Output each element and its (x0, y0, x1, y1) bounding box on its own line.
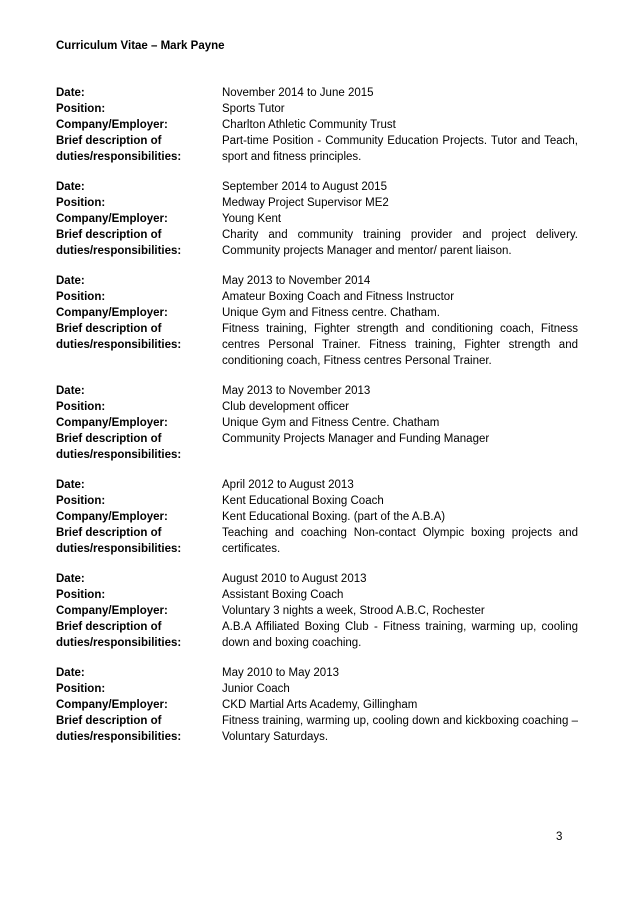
description-label-line2: duties/responsibilities: (56, 731, 182, 743)
description-label-line1: Brief description of (56, 715, 162, 727)
position-label: Position: (56, 103, 106, 115)
description-row (56, 431, 578, 463)
position-row (56, 399, 578, 415)
date-value: August 2010 to August 2013 (222, 573, 367, 585)
company-value: CKD Martial Arts Academy, Gillingham (222, 699, 418, 711)
date-label: Date: (56, 87, 85, 99)
description-label-line2: duties/responsibilities: (56, 543, 182, 555)
description-label-line1: Brief description of (56, 433, 162, 445)
company-value: Young Kent (222, 213, 282, 225)
position-value: Assistant Boxing Coach (222, 589, 344, 601)
date-label: Date: (56, 573, 85, 585)
description-label-line1: Brief description of (56, 229, 162, 241)
position-row (56, 289, 578, 305)
description-value: Fitness training, Fighter strength and conditioning coach, Fitness centres Personal Trainer. Fitness training, Fighter strength and conditioning coach, Fitness centres Personal Trainer. (222, 323, 578, 367)
description-label (56, 227, 222, 259)
position-label: Position: (56, 401, 106, 413)
description-label (56, 713, 222, 745)
employment-entry (56, 571, 578, 651)
employment-entry (56, 383, 578, 463)
employment-entry (56, 665, 578, 745)
position-label: Position: (56, 495, 106, 507)
description-value: Fitness training, warming up, cooling down and kickboxing coaching – Voluntary Saturdays. (222, 715, 578, 743)
date-row (56, 477, 578, 493)
company-value: Kent Educational Boxing. (part of the A.B.A) (222, 511, 446, 523)
position-value: Medway Project Supervisor ME2 (222, 197, 389, 209)
description-label (56, 133, 222, 165)
position-label: Position: (56, 683, 106, 695)
position-label: Position: (56, 291, 106, 303)
position-row (56, 587, 578, 603)
position-value: Club development officer (222, 401, 349, 413)
description-value: Teaching and coaching Non-contact Olympic boxing projects and certificates. (222, 527, 578, 555)
date-value: May 2013 to November 2013 (222, 385, 371, 397)
date-value: November 2014 to June 2015 (222, 87, 374, 99)
company-value: Voluntary 3 nights a week, Strood A.B.C, Rochester (222, 605, 485, 617)
date-label: Date: (56, 275, 85, 287)
company-label: Company/Employer: (56, 605, 168, 617)
date-row (56, 179, 578, 195)
description-label-line1: Brief description of (56, 135, 162, 147)
position-value: Amateur Boxing Coach and Fitness Instructor (222, 291, 455, 303)
position-label: Position: (56, 197, 106, 209)
position-value: Junior Coach (222, 683, 290, 695)
company-label: Company/Employer: (56, 119, 168, 131)
description-label-line1: Brief description of (56, 323, 162, 335)
company-row (56, 603, 578, 619)
description-label (56, 321, 222, 369)
company-label: Company/Employer: (56, 417, 168, 429)
employment-entry (56, 85, 578, 165)
date-row (56, 85, 578, 101)
description-label-line2: duties/responsibilities: (56, 245, 182, 257)
description-label-line1: Brief description of (56, 621, 162, 633)
description-row (56, 321, 578, 369)
company-row (56, 415, 578, 431)
description-value: Charity and community training provider and project delivery. Community projects Manager and mentor/ parent liaison. (222, 229, 578, 257)
employment-history (56, 85, 578, 759)
page-number: 3 (556, 831, 563, 843)
company-row (56, 117, 578, 133)
position-row (56, 493, 578, 509)
description-row (56, 227, 578, 259)
description-value: Community Projects Manager and Funding Manager (222, 433, 490, 445)
date-row (56, 383, 578, 399)
description-label-line2: duties/responsibilities: (56, 449, 182, 461)
date-row (56, 571, 578, 587)
company-label: Company/Employer: (56, 699, 168, 711)
company-row (56, 509, 578, 525)
date-value: September 2014 to August 2015 (222, 181, 387, 193)
description-label (56, 619, 222, 651)
date-value: May 2013 to November 2014 (222, 275, 371, 287)
date-label: Date: (56, 479, 85, 491)
employment-entry (56, 477, 578, 557)
description-row (56, 525, 578, 557)
date-value: May 2010 to May 2013 (222, 667, 339, 679)
company-value: Charlton Athletic Community Trust (222, 119, 396, 131)
description-label-line1: Brief description of (56, 527, 162, 539)
employment-entry (56, 179, 578, 259)
company-label: Company/Employer: (56, 511, 168, 523)
description-label (56, 525, 222, 557)
description-label (56, 431, 222, 463)
employment-entry (56, 273, 578, 369)
date-row (56, 665, 578, 681)
description-row (56, 619, 578, 651)
description-value: Part-time Position - Community Education Projects. Tutor and Teach, sport and fitness principles. (222, 135, 578, 163)
description-label-line2: duties/responsibilities: (56, 637, 182, 649)
position-value: Sports Tutor (222, 103, 285, 115)
position-row (56, 101, 578, 117)
position-label: Position: (56, 589, 106, 601)
date-label: Date: (56, 667, 85, 679)
description-label-line2: duties/responsibilities: (56, 339, 182, 351)
company-row (56, 697, 578, 713)
date-value: April 2012 to August 2013 (222, 479, 354, 491)
company-value: Unique Gym and Fitness centre. Chatham. (222, 307, 440, 319)
description-row (56, 133, 578, 165)
date-label: Date: (56, 181, 85, 193)
description-row (56, 713, 578, 745)
position-row (56, 681, 578, 697)
company-value: Unique Gym and Fitness Centre. Chatham (222, 417, 440, 429)
description-value: A.B.A Affiliated Boxing Club - Fitness training, warming up, cooling down and boxing coaching. (222, 621, 578, 649)
company-label: Company/Employer: (56, 307, 168, 319)
date-row (56, 273, 578, 289)
document-title: Curriculum Vitae – Mark Payne (56, 40, 225, 52)
company-row (56, 305, 578, 321)
company-label: Company/Employer: (56, 213, 168, 225)
description-label-line2: duties/responsibilities: (56, 151, 182, 163)
position-value: Kent Educational Boxing Coach (222, 495, 384, 507)
position-row (56, 195, 578, 211)
date-label: Date: (56, 385, 85, 397)
company-row (56, 211, 578, 227)
